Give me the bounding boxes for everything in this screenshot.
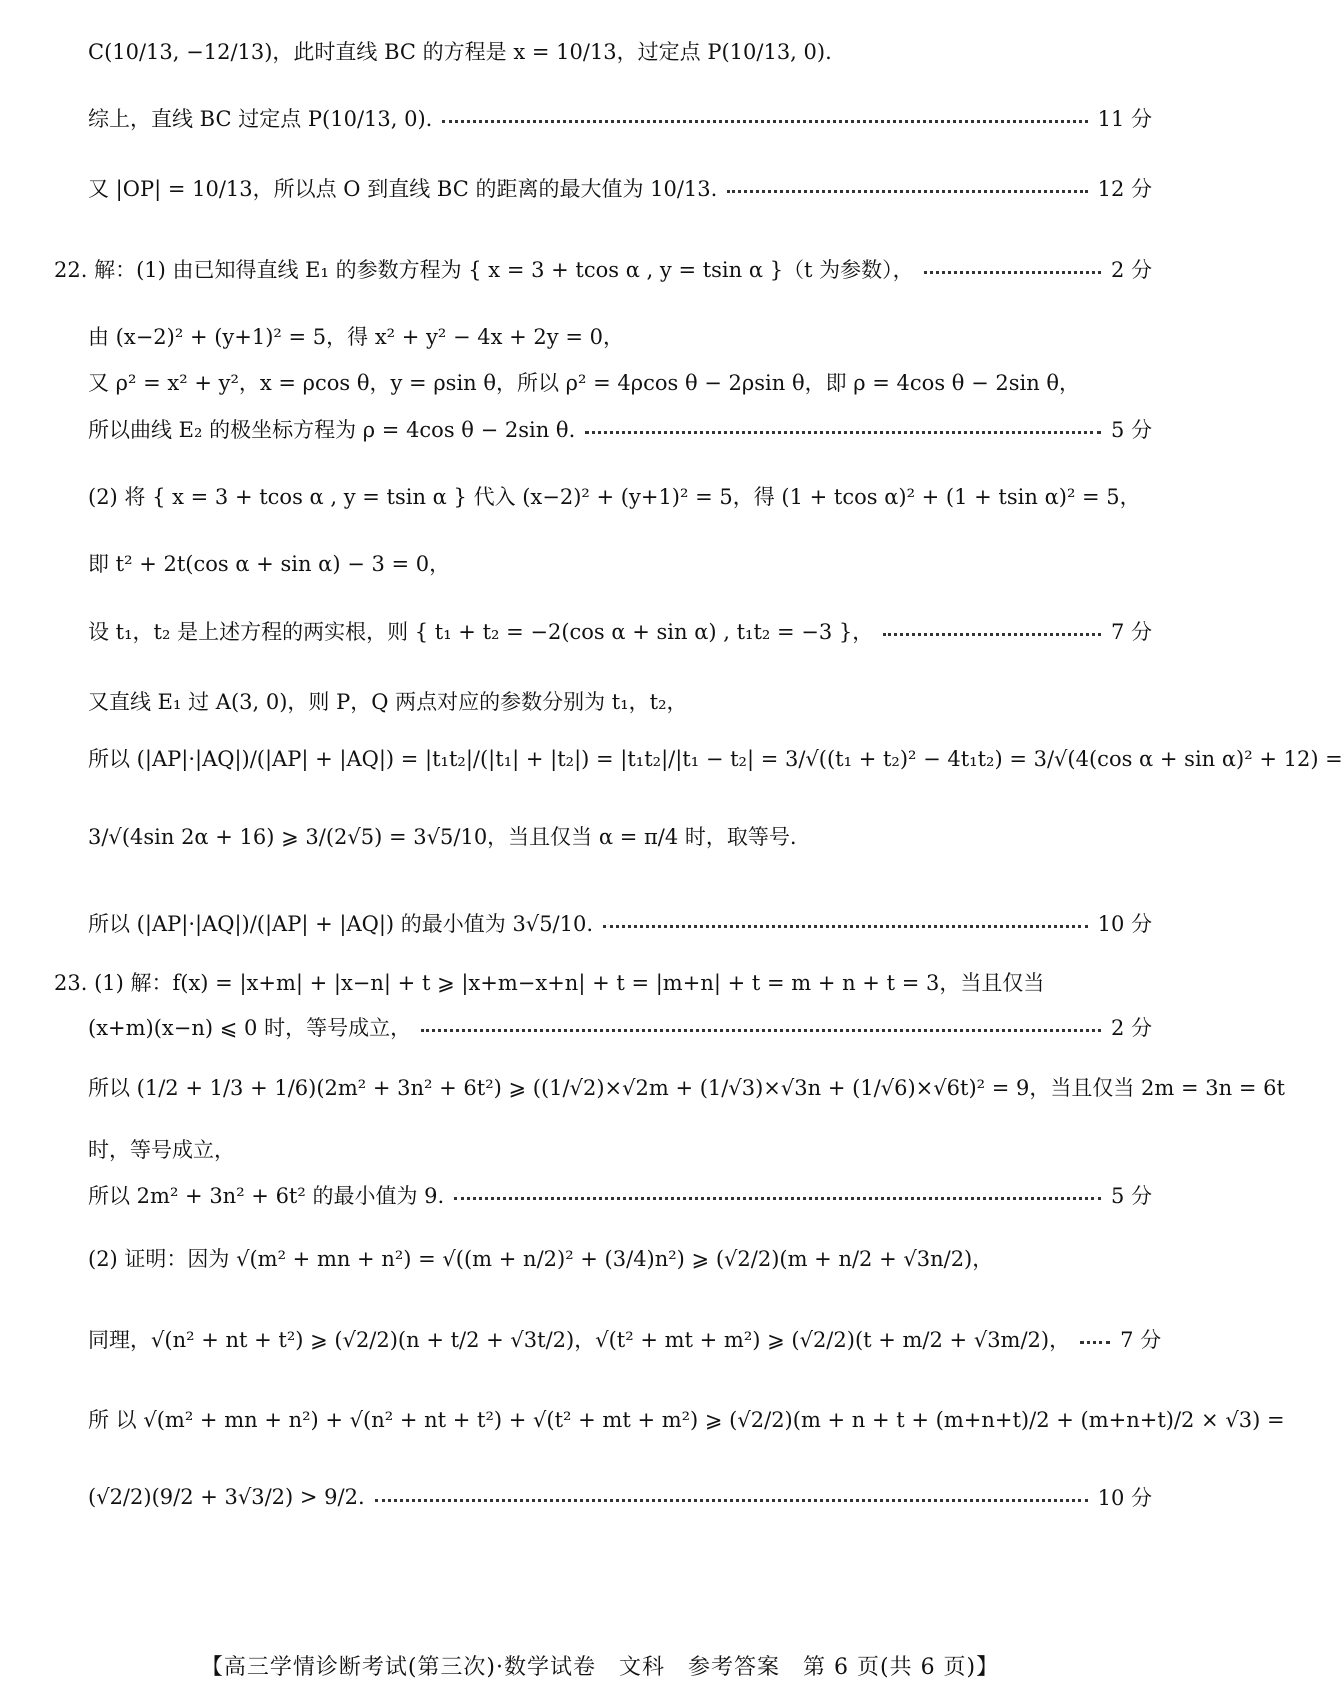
score-label: 2 分	[1110, 1016, 1152, 1040]
solution-line-text: 设 t₁，t₂ 是上述方程的两实根，则 { t₁ + t₂ = −2(cos α + sin α) , t₁t₂ = −3 }，	[88, 620, 874, 644]
score-label: 10 分	[1097, 1486, 1152, 1510]
solution-line-text: 22. 解：(1) 由已知得直线 E₁ 的参数方程为 { x = 3 + tcos α , y = tsin α }（t 为参数），	[54, 258, 914, 282]
solution-line-text: 所以曲线 E₂ 的极坐标方程为 ρ = 4cos θ − 2sin θ.	[88, 418, 576, 442]
score-label: 11 分	[1097, 107, 1152, 131]
solution-line	[88, 173, 1152, 203]
solution-line	[88, 908, 1152, 938]
solution-line	[88, 1180, 1152, 1210]
solution-line	[88, 1072, 1285, 1102]
score-label: 12 分	[1097, 177, 1152, 201]
dotted-leader	[883, 633, 1101, 636]
solution-line	[88, 548, 1152, 578]
solution-line-text: (√2/2)(9/2 + 3√3/2) > 9/2.	[88, 1485, 365, 1509]
dotted-leader	[585, 431, 1101, 434]
dotted-leader	[421, 1029, 1101, 1032]
solution-line	[88, 1134, 1152, 1164]
solution-line	[88, 367, 1152, 397]
score-label: 10 分	[1097, 912, 1152, 936]
solution-line-text: 又 |OP| = 10/13，所以点 O 到直线 BC 的距离的最大值为 10/13.	[88, 177, 718, 201]
solution-line-text: 又直线 E₁ 过 A(3, 0)，则 P，Q 两点对应的参数分别为 t₁，t₂，	[88, 690, 688, 714]
solution-line	[88, 1482, 1152, 1512]
score-label: 7 分	[1120, 1328, 1162, 1352]
solution-line	[88, 1012, 1152, 1042]
solution-line-text: 所以 (|AP|·|AQ|)/(|AP| + |AQ|) = |t₁t₂|/(|t₁| + |t₂|) = |t₁t₂|/|t₁ − t₂| = 3/√((t₁ + t₂)² − 4t₁t₂) = 3/√(4(cos α + sin α)² + 12) =	[88, 747, 1343, 771]
solution-line-text: 所 以 √(m² + mn + n²) + √(n² + nt + t²) + √(t² + mt + m²) ⩾ (√2/2)(m + n + t + (m+n+t)/2 + (m+n+t)/2 × √3) =	[88, 1408, 1285, 1432]
solution-line-text: 23. (1) 解：f(x) = |x+m| + |x−n| + t ⩾ |x+m−x+n| + t = |m+n| + t = m + n + t = 3，当且仅当	[54, 971, 1045, 995]
solution-line	[88, 321, 1152, 351]
solution-line	[88, 743, 1343, 773]
dotted-leader	[727, 190, 1087, 193]
solution-line-text: 综上，直线 BC 过定点 P(10/13, 0).	[88, 107, 433, 131]
solution-line-text: 同理，√(n² + nt + t²) ⩾ (√2/2)(n + t/2 + √3t/2)，√(t² + mt + m²) ⩾ (√2/2)(t + m/2 + √3m/2)，	[88, 1328, 1071, 1352]
solution-line-text: 即 t² + 2t(cos α + sin α) − 3 = 0，	[88, 552, 451, 576]
dotted-leader	[603, 925, 1088, 928]
solution-line	[88, 36, 1152, 66]
dotted-leader	[442, 120, 1087, 123]
solution-line-text: (2) 将 { x = 3 + tcos α , y = tsin α } 代入 (x−2)² + (y+1)² = 5，得 (1 + tcos α)² + (1 + tsin α)² = 5，	[88, 485, 1141, 509]
solution-line-text: 3/√(4sin 2α + 16) ⩾ 3/(2√5) = 3√5/10，当且仅当 α = π/4 时，取等号.	[88, 825, 797, 849]
solution-line	[88, 414, 1152, 444]
solution-line-text: 又 ρ² = x² + y²，x = ρcos θ，y = ρsin θ，所以 ρ² = 4ρcos θ − 2ρsin θ，即 ρ = 4cos θ − 2sin θ，	[88, 371, 1081, 395]
solution-line-text: 由 (x−2)² + (y+1)² = 5，得 x² + y² − 4x + 2y = 0，	[88, 325, 624, 349]
solution-line	[88, 616, 1152, 646]
solution-line-text: 时，等号成立，	[88, 1138, 235, 1162]
solution-line	[88, 481, 1152, 511]
solution-line	[88, 103, 1152, 133]
solution-line-text: (x+m)(x−n) ⩽ 0 时，等号成立，	[88, 1016, 412, 1040]
solution-line	[88, 821, 1152, 851]
solution-line	[88, 686, 1152, 716]
solution-line	[88, 1404, 1285, 1434]
dotted-leader	[1080, 1341, 1110, 1344]
score-label: 2 分	[1110, 258, 1152, 282]
score-label: 5 分	[1110, 1184, 1152, 1208]
solution-line	[88, 1243, 1152, 1273]
page-footer: 【高三学情诊断考试(第三次)·数学试卷 文科 参考答案 第 6 页(共 6 页)】	[200, 1655, 1000, 1680]
solution-line-text: C(10/13, −12/13)，此时直线 BC 的方程是 x = 10/13，过定点 P(10/13, 0).	[88, 40, 832, 64]
dotted-leader	[375, 1499, 1088, 1502]
solution-line-text: 所以 2m² + 3n² + 6t² 的最小值为 9.	[88, 1184, 445, 1208]
solution-line-text: (2) 证明：因为 √(m² + mn + n²) = √((m + n/2)² + (3/4)n²) ⩾ (√2/2)(m + n/2 + √3n/2)，	[88, 1247, 994, 1271]
dotted-leader	[454, 1197, 1101, 1200]
score-label: 5 分	[1110, 418, 1152, 442]
solution-line	[54, 967, 1152, 997]
solution-line	[54, 254, 1152, 284]
dotted-leader	[924, 271, 1101, 274]
solution-line-text: 所以 (1/2 + 1/3 + 1/6)(2m² + 3n² + 6t²) ⩾ ((1/√2)×√2m + (1/√3)×√3n + (1/√6)×√6t)² = 9，当且仅当 2m = 3n = 6t	[88, 1076, 1285, 1100]
solution-line-text: 所以 (|AP|·|AQ|)/(|AP| + |AQ|) 的最小值为 3√5/10.	[88, 912, 594, 936]
solution-line	[88, 1324, 1162, 1354]
score-label: 7 分	[1110, 620, 1152, 644]
